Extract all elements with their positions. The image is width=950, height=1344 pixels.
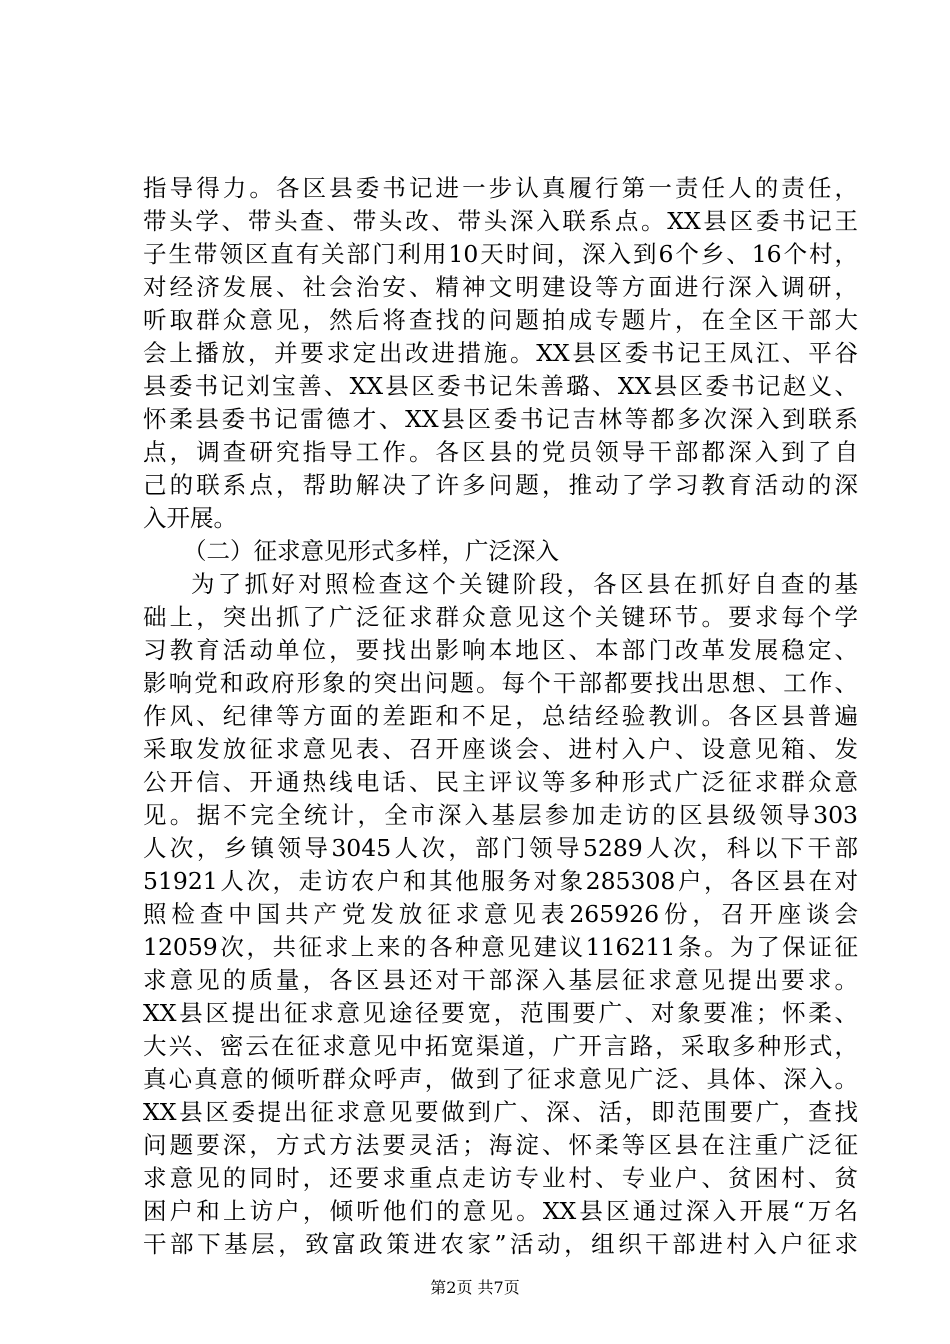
paragraph-line: 求意见的同时，还要求重点走访专业村、专业户、贫困村、贫 xyxy=(143,1164,858,1192)
paragraph-line: 县委书记刘宝善、XX县区委书记朱善璐、XX县区委书记赵义、 xyxy=(143,372,858,400)
paragraph-line: 求意见的质量，各区县还对干部深入基层征求意见提出要求。 xyxy=(143,966,858,994)
paragraph-line: 会上播放，并要求定出改进措施。XX县区委书记王凤江、平谷 xyxy=(143,339,858,367)
paragraph-line: 子生带领区直有关部门利用10天时间，深入到6个乡、16个村， xyxy=(143,240,858,268)
paragraph-line: 困户和上访户，倾听他们的意见。XX县区通过深入开展“万名 xyxy=(143,1197,858,1225)
paragraph-line: 点，调查研究指导工作。各区县的党员领导干部都深入到了自 xyxy=(143,438,858,466)
paragraph-line: 51921人次，走访农户和其他服务对象285308户，各区县在对 xyxy=(143,867,858,895)
paragraph-line: 公开信、开通热线电话、民主评议等多种形式广泛征求群众意 xyxy=(143,768,858,796)
paragraph-line: 12059次，共征求上来的各种意见建议116211条。为了保证征 xyxy=(143,933,858,961)
page-number: 第2页 共7页 xyxy=(430,1278,520,1297)
paragraph-line: 指导得力。各区县委书记进一步认真履行第一责任人的责任， xyxy=(143,174,858,202)
paragraph-line: 问题要深，方式方法要灵活；海淀、怀柔等区县在注重广泛征 xyxy=(143,1131,858,1159)
paragraph-line: 照检查中国共产党发放征求意见表265926份，召开座谈会 xyxy=(143,900,858,928)
section-heading: （二）征求意见形式多样，广泛深入 xyxy=(183,537,559,565)
paragraph-line: 础上，突出抓了广泛征求群众意见这个关键环节。要求每个学 xyxy=(143,603,858,631)
paragraph-line: 入开展。 xyxy=(143,504,237,532)
paragraph-line: 真心真意的倾听群众呼声，做到了征求意见广泛、具体、深入。 xyxy=(143,1065,858,1093)
paragraph-line: 带头学、带头查、带头改、带头深入联系点。XX县区委书记王 xyxy=(143,207,858,235)
paragraph-line: 己的联系点，帮助解决了许多问题，推动了学习教育活动的深 xyxy=(143,471,858,499)
document-body xyxy=(143,172,858,1261)
paragraph-line: 影响党和政府形象的突出问题。每个干部都要找出思想、工作、 xyxy=(143,669,858,697)
paragraph-line: 采取发放征求意见表、召开座谈会、进村入户、设意见箱、发 xyxy=(143,735,858,763)
paragraph-line: 人次，乡镇领导3045人次，部门领导5289人次，科以下干部 xyxy=(143,834,858,862)
paragraph-line: 听取群众意见，然后将查找的问题拍成专题片，在全区干部大 xyxy=(143,306,858,334)
paragraph-line: 大兴、密云在征求意见中拓宽渠道，广开言路，采取多种形式， xyxy=(143,1032,858,1060)
paragraph-line: XX县区提出征求意见途径要宽，范围要广、对象要准；怀柔、 xyxy=(143,999,858,1027)
paragraph-line: 习教育活动单位，要找出影响本地区、本部门改革发展稳定、 xyxy=(143,636,858,664)
paragraph-line: 为了抓好对照检查这个关键阶段，各区县在抓好自查的基 xyxy=(191,570,858,598)
paragraph-line: 干部下基层，致富政策进农家”活动，组织干部进村入户征求 xyxy=(143,1230,858,1258)
paragraph-line: 对经济发展、社会治安、精神文明建设等方面进行深入调研， xyxy=(143,273,858,301)
paragraph-line: XX县区委提出征求意见要做到广、深、活，即范围要广，查找 xyxy=(143,1098,858,1126)
paragraph-line: 作风、纪律等方面的差距和不足，总结经验教训。各区县普遍 xyxy=(143,702,858,730)
paragraph-line: 怀柔县委书记雷德才、XX县区委书记吉林等都多次深入到联系 xyxy=(143,405,858,433)
paragraph-line: 见。据不完全统计，全市深入基层参加走访的区县级领导303 xyxy=(143,801,858,829)
